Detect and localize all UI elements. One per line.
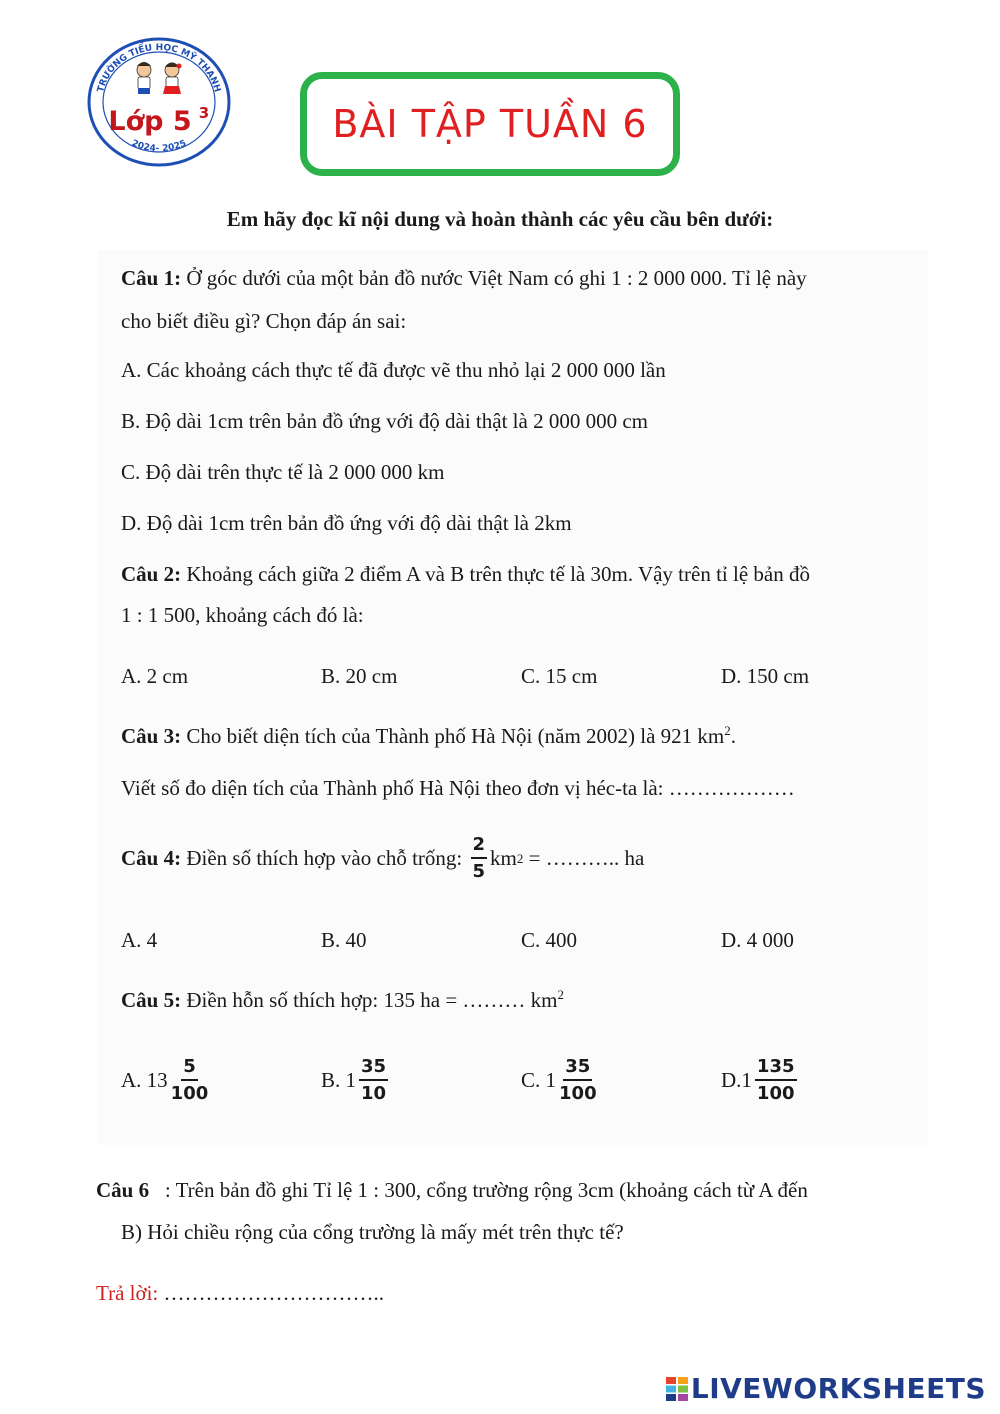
svg-text:3: [199, 104, 209, 122]
q3-sup: 2: [724, 723, 731, 738]
q5-option-d[interactable]: [721, 1058, 800, 1103]
q1-label: Câu 1:: [121, 266, 182, 290]
q5-option-b-num: 35: [359, 1058, 388, 1081]
q5-option-b-prefix: B. 1: [321, 1068, 357, 1092]
q5-sup: 2: [557, 987, 565, 1002]
q2-option-b[interactable]: B. 20 cm: [321, 664, 398, 688]
q4-text: Điền số thích hợp vào chỗ trống:: [181, 845, 468, 870]
q5-line: [121, 988, 564, 1013]
q4-option-b[interactable]: B. 40: [321, 928, 367, 952]
q6-line-1: [96, 1178, 808, 1203]
q3-text-1: Cho biết diện tích của Thành phố Hà Nội (năm 2002) là 921 km: [181, 724, 725, 748]
q4-option-d[interactable]: D. 4 000: [721, 928, 794, 952]
instruction: Em hãy đọc kĩ nội dung và hoàn thành các yêu cầu bên dưới:: [226, 207, 774, 231]
logo-school-name: TRƯỜNG TIỂU HỌC MỸ THẠNH: [96, 42, 222, 94]
q5-option-c-fraction: [559, 1058, 597, 1103]
q2-option-d[interactable]: D. 150 cm: [721, 664, 810, 688]
q5-option-d-fraction: [755, 1058, 797, 1103]
q4-label: Câu 4:: [121, 845, 182, 870]
q1-option-d[interactable]: D. Độ dài 1cm trên bản đồ ứng với độ dài thật là 2km: [121, 511, 572, 535]
q2-option-a[interactable]: A. 2 cm: [121, 664, 189, 688]
title-box: [300, 72, 680, 176]
q6-text-2: B) Hỏi chiều rộng của cổng trường là mấy mét trên thực tế?: [121, 1220, 624, 1244]
q5-option-c-num: 35: [563, 1058, 592, 1081]
q1-line-1: [121, 266, 807, 291]
q1-option-c[interactable]: C. Độ dài trên thực tế là 2 000 000 km: [121, 460, 445, 484]
q1-option-b[interactable]: B. Độ dài 1cm trên bản đồ ứng với độ dài thật là 2 000 000 cm: [121, 409, 648, 433]
q4-frac-den: 5: [472, 861, 486, 882]
q5-text[interactable]: Điền hỗn số thích hợp: 135 ha = ……… km: [181, 988, 558, 1012]
q1-text-1: Ở góc dưới của một bản đồ nước Việt Nam có ghi 1 : 2 000 000. Tỉ lệ này: [181, 266, 807, 290]
logo-year: 2024- 2025: [130, 138, 188, 155]
q5-option-a-prefix: A. 13: [121, 1068, 168, 1092]
q5-option-a[interactable]: [121, 1058, 211, 1103]
answer-line[interactable]: [96, 1281, 384, 1306]
q4-fraction: [471, 836, 488, 881]
q5-option-a-den: 100: [170, 1083, 209, 1104]
q3-end: .: [730, 724, 737, 748]
answer-label: Trả lời:: [96, 1281, 159, 1305]
q5-option-d-num: 135: [755, 1058, 797, 1081]
q5-label: Câu 5:: [121, 988, 182, 1012]
q5-option-a-num: 5: [181, 1058, 198, 1081]
q4-tail[interactable]: = ……….. ha: [523, 845, 645, 870]
footer-brand: [666, 1372, 986, 1405]
q6-text-1: : Trên bản đồ ghi Tỉ lệ 1 : 300, cổng trường rộng 3cm (khoảng cách từ A đến: [149, 1178, 808, 1202]
page-title: BÀI TẬP TUẦN 6: [332, 102, 648, 146]
q5-option-c-den: 100: [559, 1083, 597, 1104]
q4-option-c[interactable]: C. 400: [521, 928, 578, 952]
q4-unit: km: [490, 845, 517, 870]
footer-text: LIVEWORKSHEETS: [690, 1372, 986, 1405]
q5-option-b-fraction: [359, 1058, 388, 1103]
q3-line-1: [121, 724, 736, 749]
logo-class-label: Lớp 5: [108, 106, 192, 137]
liveworksheets-logo-icon: [666, 1377, 688, 1401]
q3-label: Câu 3:: [121, 724, 182, 748]
q4-line: Câu 4: Điền số thích hợp vào chỗ trống: $\frac{2}{5}$ km 2 = ……….. ha: [121, 834, 645, 882]
q5-option-b[interactable]: [321, 1058, 391, 1103]
q1-option-a[interactable]: A. Các khoảng cách thực tế đã được vẽ thu nhỏ lại 2 000 000 lần: [121, 358, 666, 382]
q4-option-a[interactable]: A. 4: [121, 928, 158, 952]
q2-line-1: [121, 562, 810, 587]
q5-option-c-prefix: C. 1: [521, 1068, 557, 1092]
q5-option-d-den: 100: [756, 1083, 795, 1104]
q6-label: Câu 6: [96, 1178, 150, 1202]
svg-text:Lớp 5: [108, 106, 191, 137]
q3-answer-line[interactable]: Viết số đo diện tích của Thành phố Hà Nội theo đơn vị héc-ta là: ………………: [121, 776, 795, 800]
q2-option-c[interactable]: C. 15 cm: [521, 664, 598, 688]
logo-class-sup: 3: [198, 104, 210, 122]
q5-option-d-prefix: D.1: [721, 1068, 752, 1092]
q2-text-1: Khoảng cách giữa 2 điểm A và B trên thực tế là 30m. Vậy trên tỉ lệ bản đồ: [181, 562, 810, 586]
q5-option-b-den: 10: [361, 1083, 387, 1104]
q2-text-2: 1 : 1 500, khoảng cách đó là:: [121, 603, 364, 627]
q1-text-2: cho biết điều gì? Chọn đáp án sai:: [121, 309, 407, 333]
q4-frac-num: 2: [471, 836, 488, 859]
school-logo: [86, 36, 232, 168]
q2-label: Câu 2:: [121, 562, 182, 586]
q5-option-a-fraction: [171, 1058, 209, 1103]
answer-blank[interactable]: …………………………..: [158, 1281, 385, 1305]
q5-option-c[interactable]: [521, 1058, 600, 1103]
